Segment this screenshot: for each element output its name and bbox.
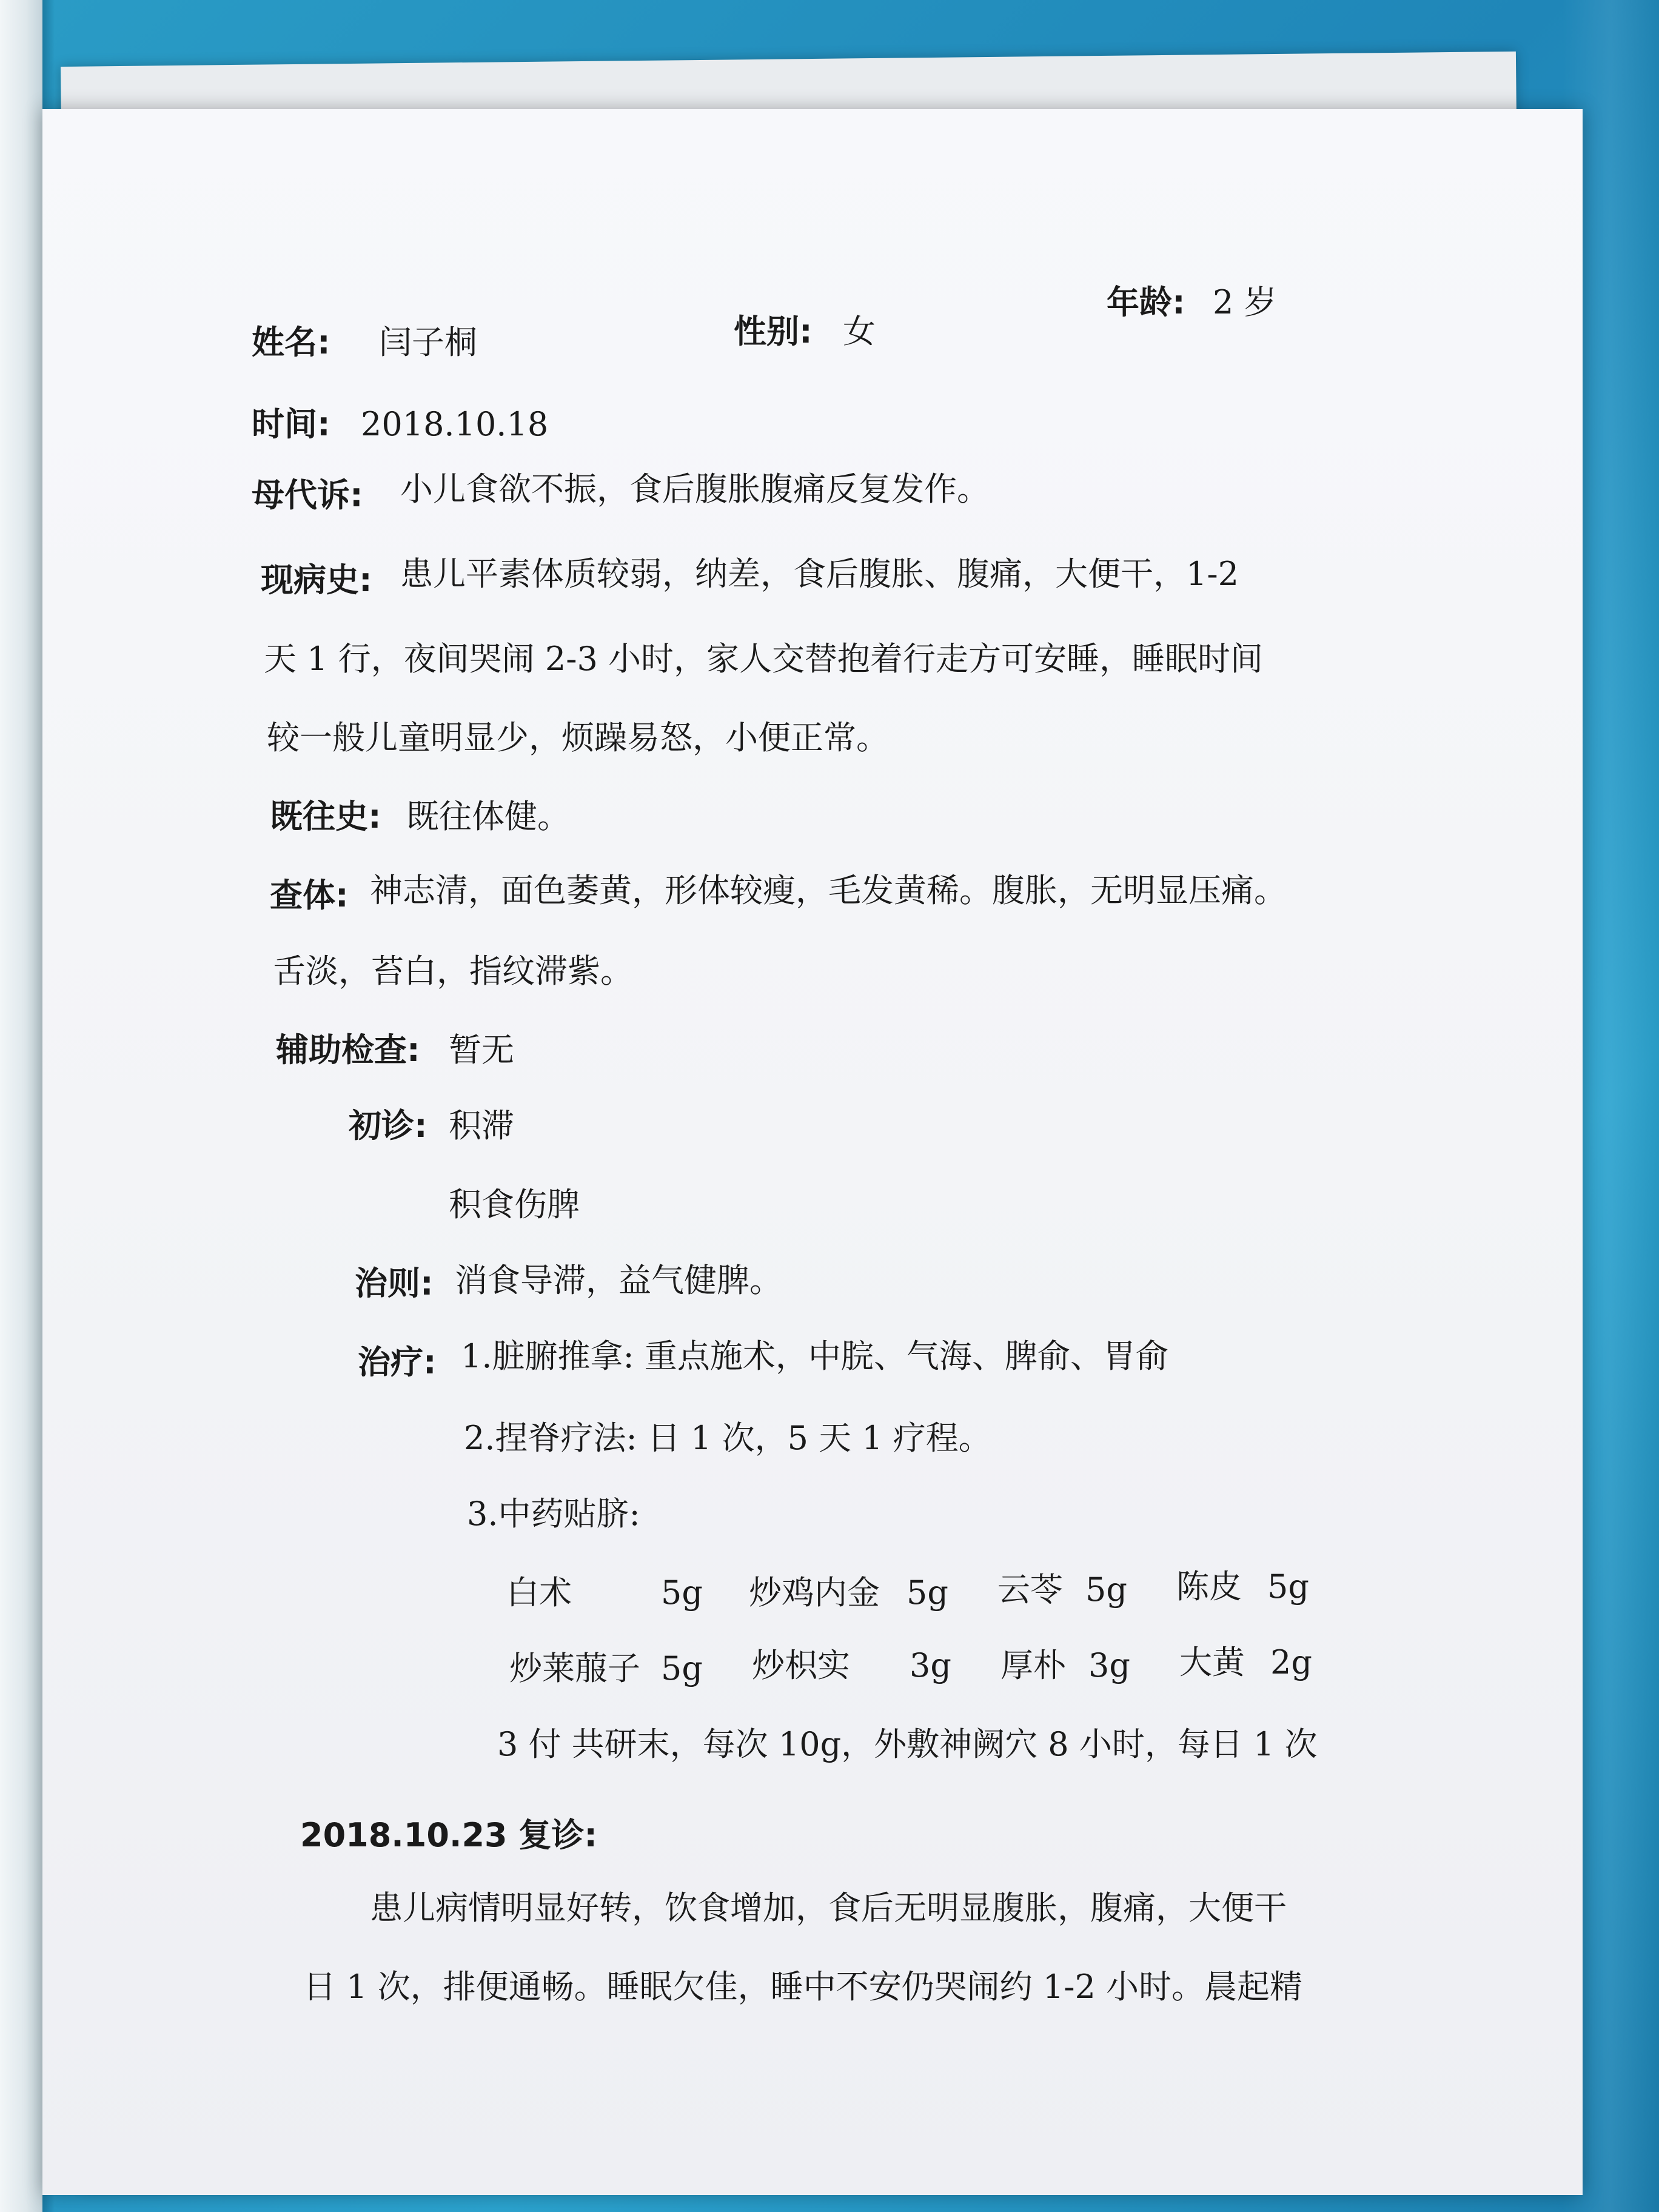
herb-name: 陈皮 (1176, 1567, 1242, 1606)
treatment-label: 治疗: (358, 1343, 437, 1381)
herb-name: 炒鸡内金 (749, 1574, 880, 1612)
aux-exam-text: 暂无 (449, 1031, 514, 1069)
complaint-label: 母代诉: (252, 476, 363, 514)
herb-name: 炒枳实 (752, 1646, 850, 1684)
herb-dose: 5g (661, 1649, 703, 1687)
binder-cover (0, 0, 42, 2212)
herb-dose: 5g (1267, 1567, 1309, 1606)
medical-record-page (42, 109, 1583, 2195)
principle-text: 消食导滞，益气健脾。 (455, 1261, 782, 1299)
followup-heading: 2018.10.23 复诊: (300, 1816, 598, 1854)
gender-value: 女 (843, 312, 876, 350)
herb-dose: 5g (1085, 1570, 1127, 1609)
exam-label: 查体: (270, 876, 349, 914)
diagnosis-label: 初诊: (349, 1107, 427, 1145)
present-history-line1: 患儿平素体质较弱，纳差，食后腹胀、腹痛，大便干，1-2 (400, 555, 1239, 593)
age-value: 2 岁 (1213, 283, 1277, 321)
age-label: 年龄: (1107, 283, 1185, 321)
time-label: 时间: (252, 405, 330, 443)
herb-name: 大黄 (1179, 1643, 1245, 1681)
name-value: 闫子桐 (379, 323, 477, 361)
name-label: 姓名: (252, 323, 330, 361)
diagnosis-line2: 积食伤脾 (449, 1185, 580, 1224)
exam-line2: 舌淡，苔白，指纹滞紫。 (273, 952, 633, 990)
complaint-text: 小儿食欲不振，食后腹胀腹痛反复发作。 (400, 470, 990, 508)
principle-label: 治则: (355, 1264, 434, 1302)
past-history-text: 既往体健。 (406, 797, 570, 836)
herb-name: 云苓 (997, 1570, 1063, 1609)
herb-dose: 2g (1270, 1643, 1312, 1681)
herb-dose: 5g (907, 1574, 948, 1612)
aux-exam-label: 辅助检查: (276, 1031, 420, 1069)
herb-name: 炒莱菔子 (509, 1649, 640, 1687)
followup-line2: 日 1 次，排便通畅。睡眠欠佳，睡中不安仍哭闹约 1-2 小时。晨起精 (303, 1968, 1302, 2006)
herb-usage: 3 付 共研末，每次 10g，外敷神阙穴 8 小时，每日 1 次 (497, 1725, 1318, 1763)
diagnosis-line1: 积滞 (449, 1107, 514, 1145)
treatment-item1: 1.脏腑推拿: 重点施术，中脘、气海、脾俞、胃俞 (461, 1337, 1168, 1375)
herb-name: 厚朴 (1000, 1646, 1066, 1684)
herb-dose: 3g (910, 1646, 951, 1684)
followup-line1: 患儿病情明显好转，饮食增加，食后无明显腹胀，腹痛，大便干 (370, 1889, 1287, 1927)
gender-label: 性别: (734, 312, 813, 350)
herb-dose: 3g (1088, 1646, 1130, 1684)
herb-name: 白术 (506, 1574, 572, 1612)
treatment-item3: 3.中药贴脐: (467, 1495, 640, 1533)
time-value: 2018.10.18 (361, 405, 549, 443)
present-history-line3: 较一般儿童明显少，烦躁易怒，小便正常。 (267, 719, 889, 757)
past-history-label: 既往史: (270, 797, 381, 836)
treatment-item2: 2.捏脊疗法: 日 1 次，5 天 1 疗程。 (464, 1419, 991, 1457)
present-history-label: 现病史: (261, 561, 372, 599)
exam-line1: 神志清，面色萎黄，形体较瘦，毛发黄稀。腹胀，无明显压痛。 (370, 871, 1287, 910)
present-history-line2: 天 1 行，夜间哭闹 2-3 小时，家人交替抱着行走方可安睡，睡眠时间 (264, 640, 1263, 678)
herb-dose: 5g (661, 1574, 703, 1612)
